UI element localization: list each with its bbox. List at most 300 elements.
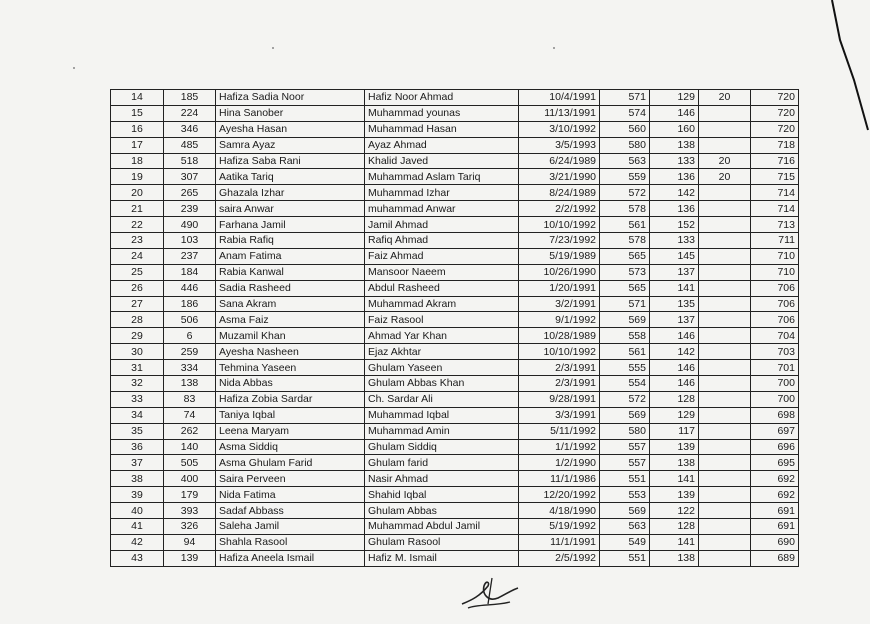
scan-speck xyxy=(73,67,75,69)
marks-cell: 572 xyxy=(600,391,650,407)
marks-cell: 571 xyxy=(600,90,650,106)
total-marks-cell: 703 xyxy=(751,344,799,360)
father-name-cell: Faiz Ahmad xyxy=(365,248,519,264)
table-row xyxy=(111,248,799,264)
marks-cell: 557 xyxy=(600,455,650,471)
total-marks-cell: 706 xyxy=(751,312,799,328)
additional-marks-cell xyxy=(699,344,751,360)
total-marks-cell: 691 xyxy=(751,519,799,535)
date-of-birth-cell: 6/24/1989 xyxy=(519,153,600,169)
father-name-cell: Shahid Iqbal xyxy=(365,487,519,503)
table-row xyxy=(111,455,799,471)
table-row xyxy=(111,169,799,185)
father-name-cell: Ghulam Rasool xyxy=(365,534,519,550)
marks-cell: 580 xyxy=(600,137,650,153)
date-of-birth-cell: 10/4/1991 xyxy=(519,90,600,106)
candidate-name-cell: Ayesha Nasheen xyxy=(216,344,365,360)
roll-number-cell: 259 xyxy=(164,344,216,360)
serial-cell: 17 xyxy=(111,137,164,153)
serial-cell: 31 xyxy=(111,360,164,376)
candidate-name-cell: Leena Maryam xyxy=(216,423,365,439)
test-marks-cell: 117 xyxy=(650,423,699,439)
roll-number-cell: 139 xyxy=(164,550,216,566)
roll-number-cell: 74 xyxy=(164,407,216,423)
serial-cell: 42 xyxy=(111,534,164,550)
father-name-cell: Faiz Rasool xyxy=(365,312,519,328)
candidate-name-cell: Asma Faiz xyxy=(216,312,365,328)
roll-number-cell: 334 xyxy=(164,360,216,376)
merit-list-table xyxy=(110,89,799,567)
candidate-name-cell: Hafiza Aneela Ismail xyxy=(216,550,365,566)
test-marks-cell: 129 xyxy=(650,90,699,106)
total-marks-cell: 715 xyxy=(751,169,799,185)
date-of-birth-cell: 3/10/1992 xyxy=(519,121,600,137)
test-marks-cell: 146 xyxy=(650,360,699,376)
additional-marks-cell xyxy=(699,503,751,519)
father-name-cell: Ghulam Abbas xyxy=(365,503,519,519)
table-row xyxy=(111,217,799,233)
marks-cell: 554 xyxy=(600,376,650,392)
serial-cell: 37 xyxy=(111,455,164,471)
marks-cell: 557 xyxy=(600,439,650,455)
table-row xyxy=(111,137,799,153)
marks-cell: 561 xyxy=(600,344,650,360)
total-marks-cell: 700 xyxy=(751,376,799,392)
table-row xyxy=(111,296,799,312)
total-marks-cell: 691 xyxy=(751,503,799,519)
total-marks-cell: 714 xyxy=(751,185,799,201)
test-marks-cell: 138 xyxy=(650,455,699,471)
marks-cell: 549 xyxy=(600,534,650,550)
roll-number-cell: 393 xyxy=(164,503,216,519)
father-name-cell: Muhammad Iqbal xyxy=(365,407,519,423)
roll-number-cell: 185 xyxy=(164,90,216,106)
additional-marks-cell xyxy=(699,137,751,153)
additional-marks-cell: 20 xyxy=(699,169,751,185)
table-row xyxy=(111,233,799,249)
date-of-birth-cell: 5/11/1992 xyxy=(519,423,600,439)
paper-edge-mark xyxy=(810,0,870,140)
father-name-cell: muhammad Anwar xyxy=(365,201,519,217)
roll-number-cell: 485 xyxy=(164,137,216,153)
serial-cell: 38 xyxy=(111,471,164,487)
father-name-cell: Mansoor Naeem xyxy=(365,264,519,280)
table-row xyxy=(111,471,799,487)
table-row xyxy=(111,328,799,344)
candidate-name-cell: Asma Ghulam Farid xyxy=(216,455,365,471)
candidate-name-cell: Muzamil Khan xyxy=(216,328,365,344)
serial-cell: 41 xyxy=(111,519,164,535)
candidate-name-cell: Saira Perveen xyxy=(216,471,365,487)
serial-cell: 16 xyxy=(111,121,164,137)
roll-number-cell: 505 xyxy=(164,455,216,471)
marks-cell: 572 xyxy=(600,185,650,201)
scan-speck xyxy=(553,47,555,49)
table-row xyxy=(111,550,799,566)
test-marks-cell: 152 xyxy=(650,217,699,233)
table-row xyxy=(111,391,799,407)
serial-cell: 32 xyxy=(111,376,164,392)
roll-number-cell: 83 xyxy=(164,391,216,407)
additional-marks-cell xyxy=(699,455,751,471)
marks-cell: 563 xyxy=(600,153,650,169)
marks-cell: 565 xyxy=(600,280,650,296)
father-name-cell: Hafiz M. Ismail xyxy=(365,550,519,566)
candidate-name-cell: Samra Ayaz xyxy=(216,137,365,153)
table-row xyxy=(111,153,799,169)
date-of-birth-cell: 2/5/1992 xyxy=(519,550,600,566)
candidate-name-cell: saira Anwar xyxy=(216,201,365,217)
additional-marks-cell xyxy=(699,423,751,439)
additional-marks-cell xyxy=(699,121,751,137)
father-name-cell: Ayaz Ahmad xyxy=(365,137,519,153)
marks-cell: 560 xyxy=(600,121,650,137)
test-marks-cell: 141 xyxy=(650,280,699,296)
additional-marks-cell xyxy=(699,185,751,201)
total-marks-cell: 718 xyxy=(751,137,799,153)
test-marks-cell: 138 xyxy=(650,137,699,153)
test-marks-cell: 142 xyxy=(650,344,699,360)
additional-marks-cell xyxy=(699,217,751,233)
marks-cell: 555 xyxy=(600,360,650,376)
serial-cell: 14 xyxy=(111,90,164,106)
candidate-name-cell: Rabia Kanwal xyxy=(216,264,365,280)
candidate-name-cell: Tehmina Yaseen xyxy=(216,360,365,376)
test-marks-cell: 135 xyxy=(650,296,699,312)
test-marks-cell: 146 xyxy=(650,328,699,344)
roll-number-cell: 237 xyxy=(164,248,216,264)
additional-marks-cell: 20 xyxy=(699,90,751,106)
test-marks-cell: 146 xyxy=(650,105,699,121)
test-marks-cell: 142 xyxy=(650,185,699,201)
date-of-birth-cell: 9/1/1992 xyxy=(519,312,600,328)
table-row xyxy=(111,360,799,376)
additional-marks-cell xyxy=(699,439,751,455)
total-marks-cell: 690 xyxy=(751,534,799,550)
candidate-name-cell: Anam Fatima xyxy=(216,248,365,264)
total-marks-cell: 696 xyxy=(751,439,799,455)
date-of-birth-cell: 1/20/1991 xyxy=(519,280,600,296)
father-name-cell: Ahmad Yar Khan xyxy=(365,328,519,344)
marks-cell: 574 xyxy=(600,105,650,121)
roll-number-cell: 506 xyxy=(164,312,216,328)
table-row xyxy=(111,344,799,360)
marks-cell: 573 xyxy=(600,264,650,280)
table-row xyxy=(111,121,799,137)
serial-cell: 40 xyxy=(111,503,164,519)
serial-cell: 39 xyxy=(111,487,164,503)
total-marks-cell: 720 xyxy=(751,90,799,106)
roll-number-cell: 400 xyxy=(164,471,216,487)
candidate-name-cell: Hafiza Sadia Noor xyxy=(216,90,365,106)
marks-cell: 569 xyxy=(600,407,650,423)
test-marks-cell: 133 xyxy=(650,153,699,169)
father-name-cell: Muhammad Abdul Jamil xyxy=(365,519,519,535)
additional-marks-cell xyxy=(699,534,751,550)
table-row xyxy=(111,519,799,535)
table-row xyxy=(111,201,799,217)
serial-cell: 26 xyxy=(111,280,164,296)
father-name-cell: Nasir Ahmad xyxy=(365,471,519,487)
test-marks-cell: 136 xyxy=(650,201,699,217)
marks-cell: 569 xyxy=(600,503,650,519)
date-of-birth-cell: 3/2/1991 xyxy=(519,296,600,312)
test-marks-cell: 138 xyxy=(650,550,699,566)
additional-marks-cell xyxy=(699,391,751,407)
date-of-birth-cell: 10/10/1992 xyxy=(519,344,600,360)
date-of-birth-cell: 5/19/1989 xyxy=(519,248,600,264)
marks-cell: 578 xyxy=(600,201,650,217)
candidate-name-cell: Nida Abbas xyxy=(216,376,365,392)
roll-number-cell: 239 xyxy=(164,201,216,217)
test-marks-cell: 141 xyxy=(650,471,699,487)
serial-cell: 43 xyxy=(111,550,164,566)
test-marks-cell: 136 xyxy=(650,169,699,185)
father-name-cell: Abdul Rasheed xyxy=(365,280,519,296)
father-name-cell: Muhammad Izhar xyxy=(365,185,519,201)
scan-speck xyxy=(272,47,274,49)
date-of-birth-cell: 10/28/1989 xyxy=(519,328,600,344)
total-marks-cell: 706 xyxy=(751,280,799,296)
roll-number-cell: 265 xyxy=(164,185,216,201)
serial-cell: 30 xyxy=(111,344,164,360)
marks-cell: 580 xyxy=(600,423,650,439)
marks-cell: 565 xyxy=(600,248,650,264)
date-of-birth-cell: 1/2/1990 xyxy=(519,455,600,471)
total-marks-cell: 700 xyxy=(751,391,799,407)
additional-marks-cell xyxy=(699,312,751,328)
candidate-name-cell: Taniya Iqbal xyxy=(216,407,365,423)
additional-marks-cell xyxy=(699,233,751,249)
candidate-name-cell: Ayesha Hasan xyxy=(216,121,365,137)
marks-cell: 551 xyxy=(600,550,650,566)
serial-cell: 29 xyxy=(111,328,164,344)
table-row xyxy=(111,264,799,280)
test-marks-cell: 141 xyxy=(650,534,699,550)
additional-marks-cell xyxy=(699,519,751,535)
father-name-cell: Hafiz Noor Ahmad xyxy=(365,90,519,106)
date-of-birth-cell: 5/19/1992 xyxy=(519,519,600,535)
additional-marks-cell xyxy=(699,105,751,121)
roll-number-cell: 346 xyxy=(164,121,216,137)
test-marks-cell: 128 xyxy=(650,391,699,407)
date-of-birth-cell: 2/3/1991 xyxy=(519,376,600,392)
additional-marks-cell xyxy=(699,471,751,487)
merit-list-body xyxy=(111,90,799,567)
table-row xyxy=(111,280,799,296)
candidate-name-cell: Aatika Tariq xyxy=(216,169,365,185)
marks-cell: 569 xyxy=(600,312,650,328)
roll-number-cell: 446 xyxy=(164,280,216,296)
roll-number-cell: 6 xyxy=(164,328,216,344)
roll-number-cell: 94 xyxy=(164,534,216,550)
test-marks-cell: 139 xyxy=(650,439,699,455)
candidate-name-cell: Hina Sanober xyxy=(216,105,365,121)
roll-number-cell: 138 xyxy=(164,376,216,392)
father-name-cell: Ch. Sardar Ali xyxy=(365,391,519,407)
roll-number-cell: 490 xyxy=(164,217,216,233)
additional-marks-cell xyxy=(699,376,751,392)
date-of-birth-cell: 12/20/1992 xyxy=(519,487,600,503)
candidate-name-cell: Farhana Jamil xyxy=(216,217,365,233)
serial-cell: 27 xyxy=(111,296,164,312)
total-marks-cell: 701 xyxy=(751,360,799,376)
candidate-name-cell: Sadaf Abbass xyxy=(216,503,365,519)
roll-number-cell: 103 xyxy=(164,233,216,249)
table-row xyxy=(111,487,799,503)
candidate-name-cell: Rabia Rafiq xyxy=(216,233,365,249)
table-row xyxy=(111,439,799,455)
candidate-name-cell: Hafiza Zobia Sardar xyxy=(216,391,365,407)
father-name-cell: Ghulam Siddiq xyxy=(365,439,519,455)
additional-marks-cell xyxy=(699,328,751,344)
date-of-birth-cell: 9/28/1991 xyxy=(519,391,600,407)
roll-number-cell: 224 xyxy=(164,105,216,121)
date-of-birth-cell: 3/21/1990 xyxy=(519,169,600,185)
total-marks-cell: 692 xyxy=(751,487,799,503)
table-row xyxy=(111,407,799,423)
date-of-birth-cell: 3/5/1993 xyxy=(519,137,600,153)
father-name-cell: Muhammad younas xyxy=(365,105,519,121)
table-row xyxy=(111,185,799,201)
date-of-birth-cell: 4/18/1990 xyxy=(519,503,600,519)
marks-cell: 578 xyxy=(600,233,650,249)
additional-marks-cell xyxy=(699,360,751,376)
candidate-name-cell: Saleha Jamil xyxy=(216,519,365,535)
date-of-birth-cell: 2/2/1992 xyxy=(519,201,600,217)
date-of-birth-cell: 11/13/1991 xyxy=(519,105,600,121)
roll-number-cell: 186 xyxy=(164,296,216,312)
test-marks-cell: 122 xyxy=(650,503,699,519)
candidate-name-cell: Sadia Rasheed xyxy=(216,280,365,296)
serial-cell: 23 xyxy=(111,233,164,249)
marks-cell: 553 xyxy=(600,487,650,503)
signature-mark xyxy=(458,574,522,614)
additional-marks-cell xyxy=(699,487,751,503)
total-marks-cell: 706 xyxy=(751,296,799,312)
marks-cell: 571 xyxy=(600,296,650,312)
roll-number-cell: 179 xyxy=(164,487,216,503)
father-name-cell: Muhammad Akram xyxy=(365,296,519,312)
additional-marks-cell: 20 xyxy=(699,153,751,169)
candidate-name-cell: Sana Akram xyxy=(216,296,365,312)
table-row xyxy=(111,423,799,439)
serial-cell: 33 xyxy=(111,391,164,407)
father-name-cell: Ejaz Akhtar xyxy=(365,344,519,360)
serial-cell: 20 xyxy=(111,185,164,201)
date-of-birth-cell: 1/1/1992 xyxy=(519,439,600,455)
marks-cell: 551 xyxy=(600,471,650,487)
total-marks-cell: 704 xyxy=(751,328,799,344)
additional-marks-cell xyxy=(699,201,751,217)
serial-cell: 24 xyxy=(111,248,164,264)
candidate-name-cell: Asma Siddiq xyxy=(216,439,365,455)
father-name-cell: Ghulam Yaseen xyxy=(365,360,519,376)
father-name-cell: Khalid Javed xyxy=(365,153,519,169)
father-name-cell: Ghulam farid xyxy=(365,455,519,471)
table-row xyxy=(111,503,799,519)
total-marks-cell: 710 xyxy=(751,248,799,264)
roll-number-cell: 140 xyxy=(164,439,216,455)
roll-number-cell: 326 xyxy=(164,519,216,535)
additional-marks-cell xyxy=(699,296,751,312)
candidate-name-cell: Hafiza Saba Rani xyxy=(216,153,365,169)
total-marks-cell: 711 xyxy=(751,233,799,249)
serial-cell: 21 xyxy=(111,201,164,217)
serial-cell: 15 xyxy=(111,105,164,121)
test-marks-cell: 137 xyxy=(650,264,699,280)
candidate-name-cell: Shahla Rasool xyxy=(216,534,365,550)
date-of-birth-cell: 10/26/1990 xyxy=(519,264,600,280)
test-marks-cell: 146 xyxy=(650,376,699,392)
marks-cell: 563 xyxy=(600,519,650,535)
roll-number-cell: 262 xyxy=(164,423,216,439)
roll-number-cell: 307 xyxy=(164,169,216,185)
father-name-cell: Rafiq Ahmad xyxy=(365,233,519,249)
date-of-birth-cell: 3/3/1991 xyxy=(519,407,600,423)
test-marks-cell: 160 xyxy=(650,121,699,137)
date-of-birth-cell: 8/24/1989 xyxy=(519,185,600,201)
father-name-cell: Jamil Ahmad xyxy=(365,217,519,233)
table-row xyxy=(111,376,799,392)
total-marks-cell: 720 xyxy=(751,105,799,121)
date-of-birth-cell: 7/23/1992 xyxy=(519,233,600,249)
total-marks-cell: 710 xyxy=(751,264,799,280)
additional-marks-cell xyxy=(699,264,751,280)
additional-marks-cell xyxy=(699,407,751,423)
date-of-birth-cell: 11/1/1986 xyxy=(519,471,600,487)
table-row xyxy=(111,312,799,328)
father-name-cell: Ghulam Abbas Khan xyxy=(365,376,519,392)
table-row xyxy=(111,105,799,121)
serial-cell: 36 xyxy=(111,439,164,455)
father-name-cell: Muhammad Hasan xyxy=(365,121,519,137)
total-marks-cell: 692 xyxy=(751,471,799,487)
total-marks-cell: 697 xyxy=(751,423,799,439)
father-name-cell: Muhammad Amin xyxy=(365,423,519,439)
candidate-name-cell: Nida Fatima xyxy=(216,487,365,503)
additional-marks-cell xyxy=(699,280,751,296)
total-marks-cell: 695 xyxy=(751,455,799,471)
serial-cell: 28 xyxy=(111,312,164,328)
serial-cell: 34 xyxy=(111,407,164,423)
candidate-name-cell: Ghazala Izhar xyxy=(216,185,365,201)
additional-marks-cell xyxy=(699,550,751,566)
test-marks-cell: 129 xyxy=(650,407,699,423)
table-row xyxy=(111,90,799,106)
test-marks-cell: 139 xyxy=(650,487,699,503)
total-marks-cell: 689 xyxy=(751,550,799,566)
test-marks-cell: 145 xyxy=(650,248,699,264)
date-of-birth-cell: 11/1/1991 xyxy=(519,534,600,550)
total-marks-cell: 714 xyxy=(751,201,799,217)
total-marks-cell: 716 xyxy=(751,153,799,169)
marks-cell: 558 xyxy=(600,328,650,344)
date-of-birth-cell: 10/10/1992 xyxy=(519,217,600,233)
roll-number-cell: 518 xyxy=(164,153,216,169)
marks-cell: 561 xyxy=(600,217,650,233)
test-marks-cell: 133 xyxy=(650,233,699,249)
test-marks-cell: 128 xyxy=(650,519,699,535)
table-row xyxy=(111,534,799,550)
serial-cell: 22 xyxy=(111,217,164,233)
serial-cell: 18 xyxy=(111,153,164,169)
roll-number-cell: 184 xyxy=(164,264,216,280)
serial-cell: 25 xyxy=(111,264,164,280)
test-marks-cell: 137 xyxy=(650,312,699,328)
serial-cell: 35 xyxy=(111,423,164,439)
serial-cell: 19 xyxy=(111,169,164,185)
